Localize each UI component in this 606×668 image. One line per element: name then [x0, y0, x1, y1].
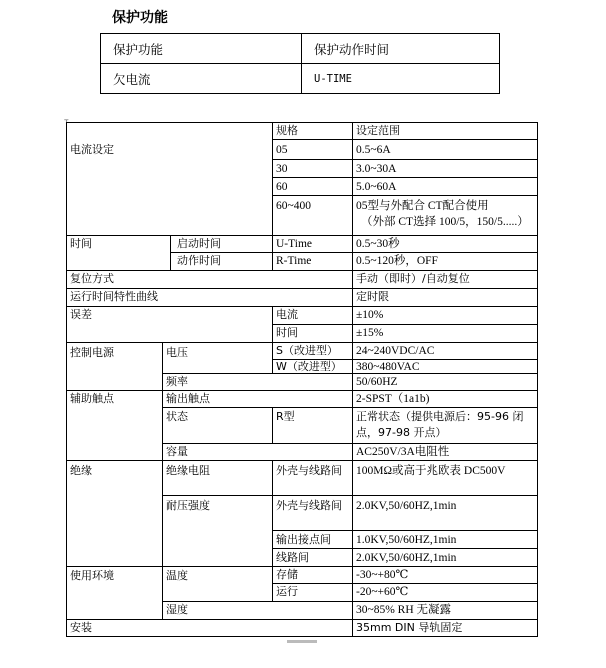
spec-cell: 线路间	[272, 548, 352, 566]
spec-cell: 控制电源	[66, 342, 162, 390]
spec-cell: 手动（即时）/自动复位	[352, 270, 538, 288]
spec-cell: 30	[272, 159, 352, 177]
spec-cell: 设定范围	[352, 122, 538, 139]
spec-cell: S（改进型）	[272, 342, 352, 359]
table-row	[101, 34, 500, 64]
spec-cell: 30~85% RH 无凝露	[352, 601, 538, 619]
spec-cell: 频率	[162, 373, 352, 390]
protection-table	[100, 33, 500, 94]
spec-cell: 24~240VDC/AC	[352, 342, 538, 359]
spec-cell: R-Time	[272, 252, 352, 270]
spec-cell: 380~480VAC	[352, 359, 538, 373]
spec-cell: 1.0KV,50/60HZ,1min	[352, 530, 538, 548]
spec-cell: 绝缘	[66, 460, 162, 566]
spec-cell: 5.0~60A	[352, 177, 538, 195]
spec-cell: 2.0KV,50/60HZ,1min	[352, 495, 538, 530]
table-cell: U-TIME	[302, 64, 500, 94]
spec-cell: 辅助触点	[66, 390, 162, 460]
spec-cell: 35mm DIN 导轨固定	[352, 619, 538, 637]
table-cell: 欠电流	[101, 64, 302, 94]
spec-cell: 100MΩ或高于兆欧表 DC500V	[352, 460, 538, 495]
table-header-cell: 保护功能	[101, 34, 302, 64]
spec-cell: 电流	[272, 306, 352, 324]
spec-cell-current-setting: 电流设定	[66, 122, 272, 235]
spec-cell-state: 正常状态（提供电源后：95-96 闭点，97-98 开点）	[352, 407, 538, 443]
spec-table	[66, 122, 538, 637]
spec-cell: 外壳与线路间	[272, 495, 352, 530]
spec-line: 05型与外配合 CT配合使用	[356, 200, 489, 212]
spec-cell: 使用环境	[66, 566, 162, 619]
spec-cell: 存储	[272, 566, 352, 583]
spec-cell: 容量	[162, 443, 352, 460]
spec-cell: 2-SPST（1a1b)	[352, 390, 538, 407]
spec-cell: 绝缘电阻	[162, 460, 272, 495]
spec-cell: 启动时间	[170, 235, 272, 252]
spec-cell: 0.5~6A	[352, 139, 538, 159]
spec-cell: U-Time	[272, 235, 352, 252]
spec-cell: ±10%	[352, 306, 538, 324]
spec-line: （外部 CT选择 100/5，150/5.....）	[361, 216, 529, 228]
spec-cell: 时间	[66, 235, 170, 270]
spec-cell: 复位方式	[66, 270, 352, 288]
table-header-cell: 保护动作时间	[302, 34, 500, 64]
spec-cell: 0.5~30秒	[352, 235, 538, 252]
spec-cell: ±15%	[352, 324, 538, 342]
corner-mark: т	[64, 117, 69, 126]
spec-cell: 输出触点	[162, 390, 352, 407]
page-mark	[287, 640, 317, 643]
spec-cell: -20~+60℃	[352, 583, 538, 601]
spec-cell: 2.0KV,50/60HZ,1min	[352, 548, 538, 566]
table-border-bottom	[66, 636, 538, 637]
table-border-right	[537, 122, 538, 637]
spec-cell: 耐压强度	[162, 495, 272, 566]
spec-cell: 输出接点间	[272, 530, 352, 548]
spec-cell: 定时限	[352, 288, 538, 306]
spec-cell: 安装	[66, 619, 352, 637]
spec-cell: 动作时间	[170, 252, 272, 270]
spec-cell: 60	[272, 177, 352, 195]
spec-cell: 时间	[272, 324, 352, 342]
spec-cell: 外壳与线路间	[272, 460, 352, 495]
spec-cell: 电压	[162, 342, 272, 373]
spec-cell: 误差	[66, 306, 272, 342]
spec-cell: -30~+80℃	[352, 566, 538, 583]
spec-cell: 状态	[162, 407, 272, 443]
spec-cell: 60~400	[272, 195, 352, 235]
spec-cell: 规格	[272, 122, 352, 139]
section-title: 保护功能	[112, 10, 168, 26]
spec-cell: 50/60HZ	[352, 373, 538, 390]
spec-cell: 0.5~120秒，OFF	[352, 252, 538, 270]
spec-cell: 运行	[272, 583, 352, 601]
spec-cell: 湿度	[162, 601, 352, 619]
table-row	[101, 64, 500, 94]
spec-cell: R型	[272, 407, 352, 443]
spec-cell: 05	[272, 139, 352, 159]
spec-cell-ct-range	[352, 195, 538, 235]
spec-cell: 运行时间特性曲线	[66, 288, 352, 306]
spec-cell: 温度	[162, 566, 272, 601]
spec-cell: W（改进型）	[272, 359, 352, 373]
spec-cell: 3.0~30A	[352, 159, 538, 177]
spec-cell: AC250V/3A电阻性	[352, 443, 538, 460]
